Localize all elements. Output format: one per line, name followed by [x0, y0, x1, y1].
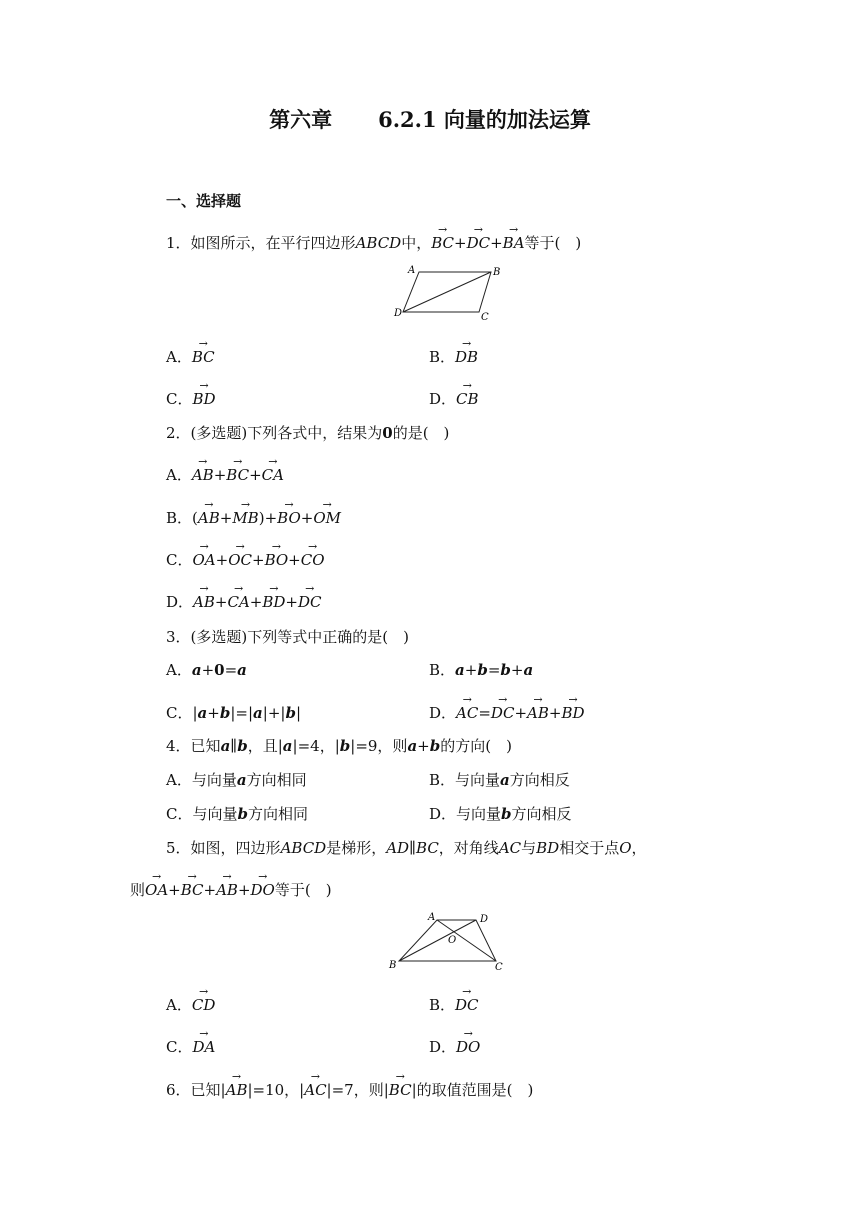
q1-option-d[interactable]: D．→ CB — [429, 388, 479, 409]
q2-option-d[interactable]: D．→ AB+→ CA+→ BD+→ DC — [166, 591, 322, 612]
q3-option-b[interactable]: B．a+b=b+a — [429, 661, 534, 679]
q5-option-d[interactable]: D．→ DO — [429, 1036, 480, 1057]
q3-option-a[interactable]: A．a+0=a — [166, 661, 247, 679]
q3-option-d[interactable]: D．→ AC=→ DC+→ AB+→ BD — [429, 702, 585, 723]
q1-option-c[interactable]: C．→ BD — [166, 388, 216, 409]
q5-option-a[interactable]: A．→ CD — [166, 994, 215, 1015]
q1-option-a[interactable]: A．→ BC — [166, 346, 215, 367]
parallelogram-figure — [390, 262, 510, 324]
label-a: A — [428, 912, 436, 923]
q4-option-d[interactable]: D．与向量b方向相反 — [429, 805, 572, 823]
label-a: A — [408, 265, 416, 276]
q3-option-c[interactable]: C．|a+b|=|a|+|b| — [166, 704, 302, 722]
trapezoid-figure — [384, 908, 510, 972]
section-heading: 一、选择题 — [166, 192, 242, 210]
q5-option-b[interactable]: B．→ DC — [429, 994, 479, 1015]
q2-option-a[interactable]: A．→ AB+→ BC+→ CA — [166, 464, 284, 485]
question-2: 2．(多选题)下列各式中，结果为0的是( ) — [166, 424, 450, 442]
question-1: 1．如图所示，在平行四边形ABCD中，→ BC+→ DC+→ BA等于( ) — [166, 232, 581, 253]
label-d: D — [480, 914, 489, 925]
diagonal-bd — [399, 920, 476, 961]
q4-option-c[interactable]: C．与向量b方向相同 — [166, 805, 309, 823]
chapter-label: 第六章 — [269, 107, 333, 132]
question-5-line-2: 则→ OA+→ BC+→ AB+→ DO等于( ) — [130, 879, 332, 900]
q2-option-c[interactable]: C．→ OA+→ OC+→ BO+→ CO — [166, 549, 325, 570]
label-c: C — [495, 962, 503, 972]
q5-option-c[interactable]: C．→ DA — [166, 1036, 215, 1057]
question-5: 5．如图，四边形ABCD是梯形，AD∥BC，对角线AC与BD相交于点O， — [166, 839, 647, 857]
label-d: D — [394, 308, 403, 319]
q1-option-b[interactable]: B．→ DB — [429, 346, 478, 367]
label-b: B — [389, 960, 397, 971]
question-6: 6．已知|→ AB|=10，|→ AC|=7，则|→ BC|的取值范围是( ) — [166, 1079, 533, 1100]
lesson-title: 6.2.1 向量的加法运算 — [378, 107, 591, 132]
question-3: 3．(多选题)下列等式中正确的是( ) — [166, 628, 409, 646]
label-b: B — [493, 267, 501, 278]
q4-option-b[interactable]: B．与向量a方向相反 — [429, 771, 570, 789]
q4-option-a[interactable]: A．与向量a方向相同 — [166, 771, 307, 789]
q2-option-b[interactable]: B．(→ AB+→ MB)+→ BO+→ OM — [166, 507, 341, 528]
label-o: O — [448, 935, 457, 946]
page-title — [0, 104, 860, 134]
label-c: C — [481, 312, 489, 323]
diagonal-ac — [437, 920, 496, 961]
question-4: 4．已知a∥b，且|a|=4，|b|=9，则a+b的方向( ) — [166, 737, 512, 755]
